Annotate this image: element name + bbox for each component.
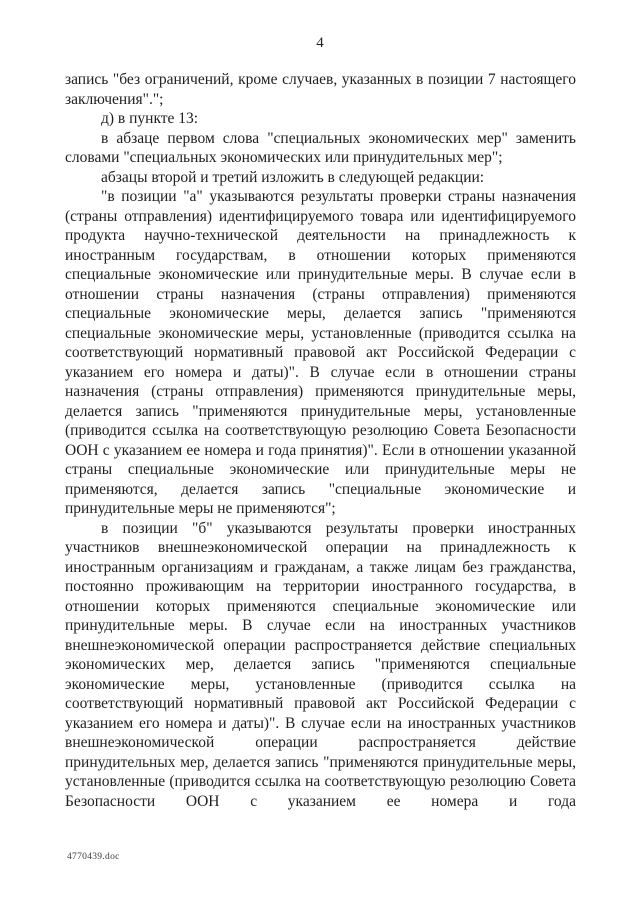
paragraph-position-b: в позиции "б" указываются результаты проверки иностранных участников внешнеэкономической операции на принадлежность к иностранным организациям и гражданам, а также лицам без гражданства, постоянно проживающим на территории иностранного государства, в отношении которых применяются специальные экономические или принудительные меры. В случае если на иностранных участников внешнеэкономической операции распространяется действие специальных экономических мер, делается запись "применяются специальные экономические меры, установленные (приводится ссылка на соответствующий нормативный правовой акт Российской Федерации с указанием его номера и даты)". В случае если на иностранных участников внешнеэкономической операции распространяется действие принудительных мер, делается запись "применяются принудительные меры, установленные (приводится ссылка на соответствующую резолюцию Совета Безопасности ООН с указанием ее номера и года <box>65 519 576 810</box>
page-number: 4 <box>316 35 324 51</box>
paragraph-amendment-first: в абзаце первом слова "специальных экономических мер" заменить словами "специальных экономических или принудительных мер"; <box>65 129 576 166</box>
document-body <box>65 70 576 811</box>
paragraph-continuation: запись "без ограничений, кроме случаев, указанных в позиции 7 настоящего заключения"."; <box>65 71 576 108</box>
footer-filename: 4770439.doc <box>67 852 120 862</box>
paragraph-position-a: "в позиции "а" указываются результаты проверки страны назначения (страны отправления) идентифицируемого товара или идентифицируемого продукта научно-технической деятельности на принадлежность к иностранным государствам, в отношении которых применяются специальные экономические или принудительные меры. В случае если в отношении страны назначения (страны отправления) применяются специальные экономические меры, делается запись "применяются специальные экономические меры, установленные (приводится ссылка на соответствующий нормативный правовой акт Российской Федерации с указанием его номера и даты)". В случае если в отношении страны назначения (страны отправления) применяются принудительные меры, делается запись "применяются принудительные меры, установленные (приводится ссылка на соответствующую резолюцию Совета Безопасности ООН с указанием ее номера и года принятия)". Если в отношении указанной страны специальные экономические или принудительные меры не применяются, делается запись "специальные экономические и принудительные меры не применяются"; <box>65 188 576 517</box>
paragraph-item-d: д) в пункте 13: <box>101 110 199 127</box>
paragraph-amendment-intro: абзацы второй и третий изложить в следующей редакции: <box>101 168 485 186</box>
